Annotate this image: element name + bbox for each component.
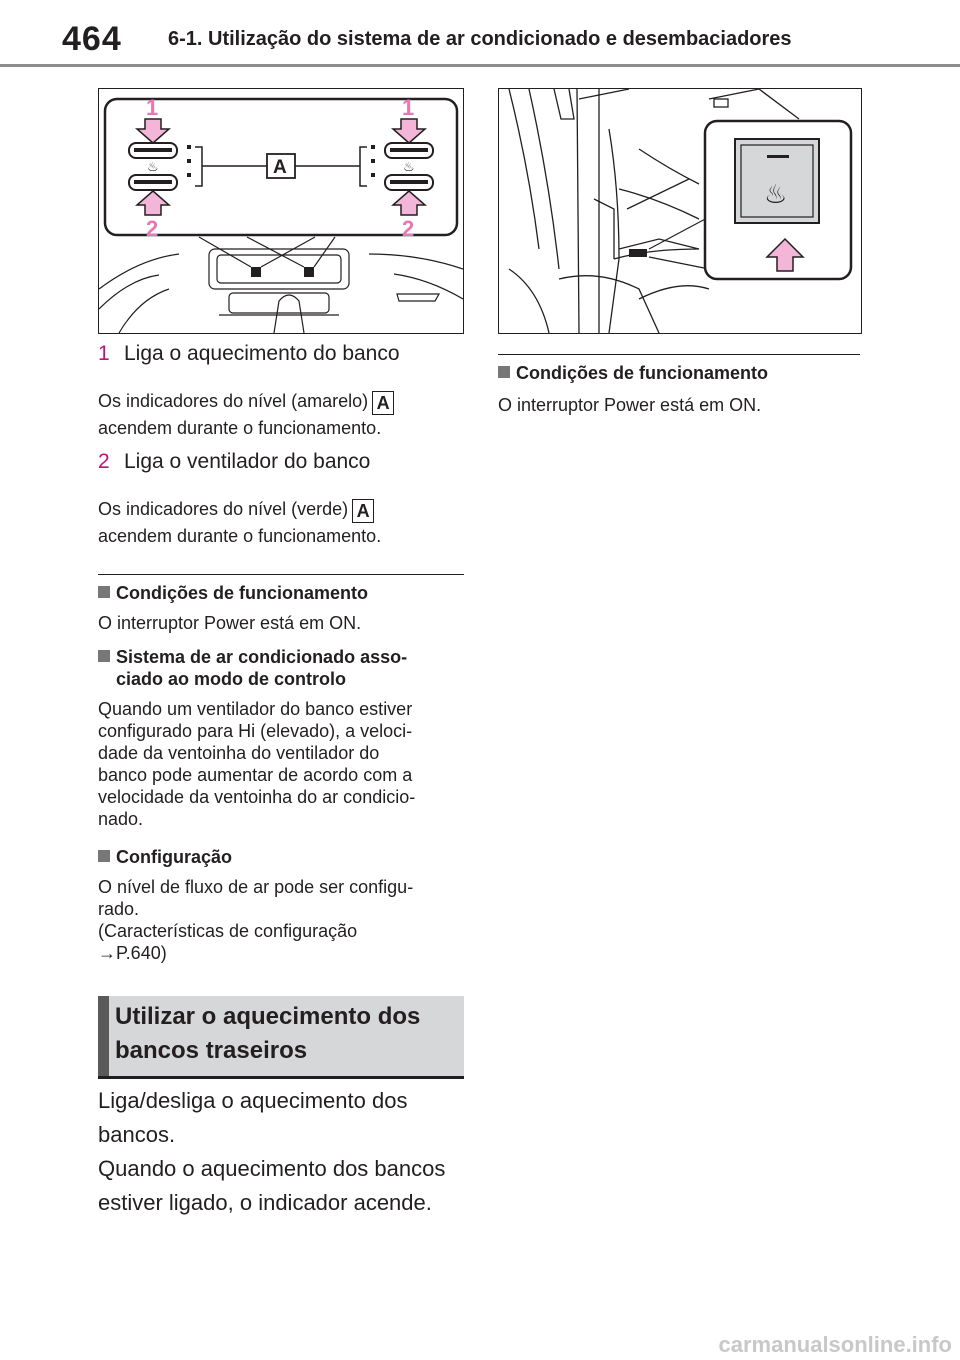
condition-heading: Condições de funcionamento xyxy=(498,362,768,384)
callout-2-right: 2 xyxy=(402,216,415,241)
step-2-text: Liga o ventilador do banco xyxy=(124,450,371,473)
section-heading xyxy=(98,996,464,1079)
callout-1-right: 1 xyxy=(402,95,415,120)
square-bullet-icon xyxy=(98,586,110,598)
square-bullet-icon xyxy=(98,850,110,862)
condition-heading: Configuração xyxy=(98,846,232,868)
condition-heading: Condições de funcionamento xyxy=(98,582,368,604)
callout-1-left: 1 xyxy=(146,95,159,120)
svg-text:♨: ♨ xyxy=(403,160,415,175)
divider-left xyxy=(98,574,464,575)
step-1-text: Liga o aquecimento do banco xyxy=(124,342,400,365)
seat-heater-icon: ♨ xyxy=(764,180,788,210)
step-2-number: 2 xyxy=(98,450,110,473)
rear-door-illustration xyxy=(499,89,861,333)
step-2-note xyxy=(98,496,468,549)
square-bullet-icon xyxy=(98,650,110,662)
condition-heading-cont: ciado ao modo de controlo xyxy=(116,669,347,689)
chapter-title: 6-1. Utilização do sistema de ar condicionado e desembaciadores xyxy=(168,28,792,50)
square-bullet-icon xyxy=(498,366,510,378)
step-1-note-line1: Os indicadores do nível (amarelo) xyxy=(98,391,369,411)
section-bar xyxy=(98,996,109,1076)
condition-text: O interruptor Power está em ON. xyxy=(498,395,762,415)
section-paragraph-1: Liga/desliga o aquecimento dos bancos. xyxy=(98,1088,408,1147)
indicator-a-box: A xyxy=(372,391,394,415)
header-rule xyxy=(0,64,960,67)
step-1-label xyxy=(98,342,400,366)
step-1-note xyxy=(98,388,468,441)
front-seat-switch-figure xyxy=(98,88,464,334)
rear-seat-heater-figure xyxy=(498,88,862,334)
callout-a-label: A xyxy=(273,157,287,178)
section-title: Utilizar o aquecimento dos bancos traseiros xyxy=(115,1003,421,1064)
condition-text: O nível de fluxo de ar pode ser configu- rado. (Características de configuração →P.640) xyxy=(98,876,468,964)
section-paragraph-2: Quando o aquecimento dos bancos estiver ligado, o indicador acende. xyxy=(98,1156,446,1215)
callout-2-left: 2 xyxy=(146,216,159,241)
step-2-note-line1: Os indicadores do nível (verde) xyxy=(98,499,349,519)
step-1-note-line2: acendem durante o funcionamento. xyxy=(98,418,382,438)
watermark: carmanualsonline.info xyxy=(718,1332,952,1357)
indicator-a-box: A xyxy=(352,499,374,523)
condition-text: Quando um ventilador do banco estiver configurado para Hi (elevado), a veloci- dade da ventoinha do ventilador do banco pode aumentar de acordo com a velocidade da ventoinha do ar condicio- nado. xyxy=(98,699,416,829)
page-reference-link[interactable]: →P.640) xyxy=(98,943,167,963)
front-seat-switch-illustration xyxy=(99,89,463,333)
divider-right xyxy=(498,354,860,355)
condition-heading: Sistema de ar condicionado asso- xyxy=(98,646,407,668)
step-2-label xyxy=(98,450,370,474)
page-header xyxy=(0,0,960,66)
step-2-note-line2: acendem durante o funcionamento. xyxy=(98,526,382,546)
page-number: 464 xyxy=(62,20,122,58)
step-1-number: 1 xyxy=(98,342,110,365)
condition-text: O interruptor Power está em ON. xyxy=(98,613,362,633)
svg-text:♨: ♨ xyxy=(147,160,159,175)
